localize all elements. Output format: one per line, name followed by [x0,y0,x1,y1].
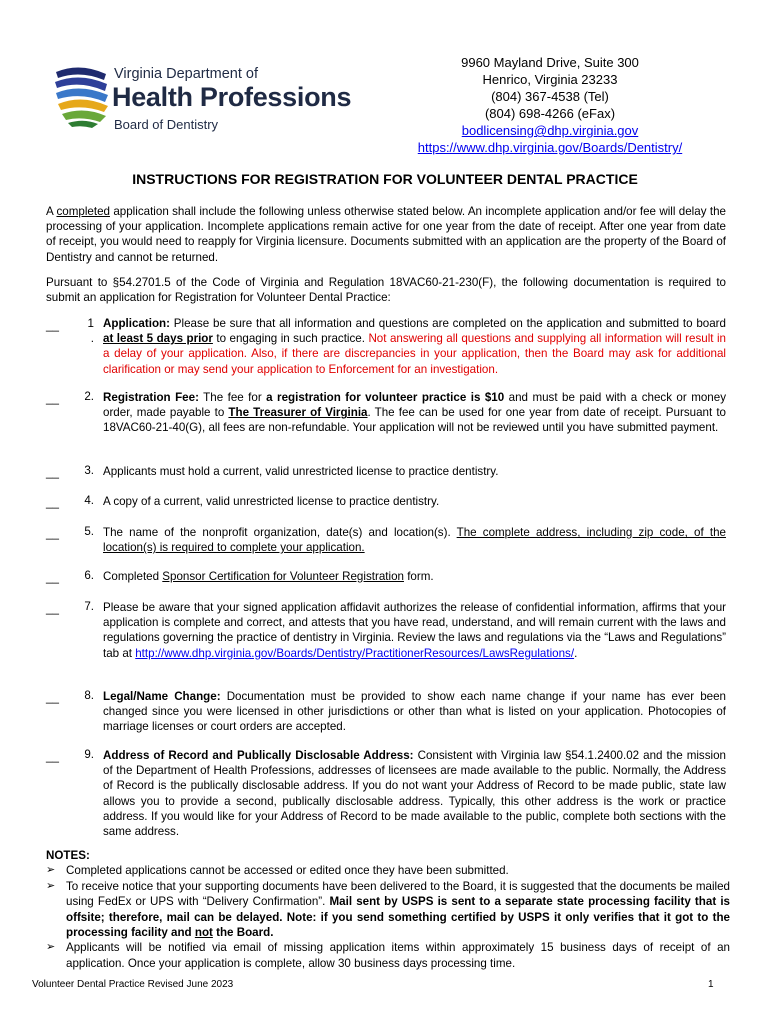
pursuant-paragraph: Pursuant to §54.2701.5 of the Code of Virginia and Regulation 18VAC60-21-230(F), the following documentation is required to submit an application for Registration for Volunteer Dental Practice: [46,276,726,305]
laws-regulations-link[interactable]: http://www.dhp.virginia.gov/Boards/Dentistry/PractitionerResources/LawsRegulations/ [135,646,575,660]
item-6-text: Completed [103,570,163,583]
checkbox-blank-6: __ [46,571,59,584]
arrow-bullet-icon: ➢ [46,879,56,892]
intro-emphasis: completed [56,205,110,218]
item-number-6: 6. [84,569,94,582]
item-9-text: Consistent with Virginia law §54.1.2400.02 and the mission of the Department of Health Professions, addresses of licensees are made available to the public. Normally, the Address of Record is the publically disclosable address. If you do not want your Address of Record to be made public, state law allows you to provide a second, publically disclosable address. Typically, this other address is the work or practice address. If you would like for your Address of Record to be made available to the public, complete both sections with the same address. [103,749,727,839]
item-2-label: Registration Fee: [103,391,199,404]
checkbox-blank-5: __ [46,527,59,540]
checkbox-blank-2: __ [46,392,59,405]
note-2-text: To receive notice that your supporting documents have been delivered to the Board, it is suggested that the documents be mailed using FedEx or UPS with “Delivery Confirmation”. [66,879,730,909]
checkbox-blank-1: __ [46,319,59,332]
item-6-text-2: form. [403,570,434,583]
item-registration-fee [103,390,726,436]
org-name: Health Professions [112,82,352,112]
checkbox-blank-3: __ [46,466,59,479]
intro-paragraph [46,204,726,265]
item-license-requirement: Applicants must hold a current, valid unrestricted license to practice dentistry. [103,465,499,478]
item-8-label: Legal/Name Change: [103,690,221,703]
item-6-form-name: Sponsor Certification for Volunteer Registration [162,570,404,583]
note-item [46,940,730,971]
item-2-text-3: . The fee can be used for one year from date of receipt. Pursuant to 18VAC60-21-40(G), all fees are non-refundable. Your application will not be reviewed until you have submitted payment. [103,406,726,435]
website-link[interactable]: https://www.dhp.virginia.gov/Boards/Dentistry/ [417,140,683,155]
footer-revision: Volunteer Dental Practice Revised June 2023 [32,979,234,990]
item-5-text: The name of the nonprofit organization, date(s) and location(s). [103,526,457,539]
arrow-bullet-icon: ➢ [46,941,56,954]
note-item [46,879,730,941]
item-2-payee: The Treasurer of Virginia [228,406,368,420]
intro-text-rest: application shall include the following unless otherwise stated below. An incomplete application and/or fee will delay the processing of your application. Incomplete applications remain active for one year from the date of receipt. After one year from date of receipt, you would need to reapply for Virginia licensure. Documents submitted with an application are the property of the Board of Dentistry and cannot be returned. [46,205,726,264]
note-text: Applicants will be notified via email of missing application items within approximately 15 business days of receipt of an application. Once your application is complete, allow 30 business days processing time. [66,941,730,970]
item-application [103,316,726,377]
org-board: Board of Dentistry [114,117,219,132]
item-number-2: 2. [84,390,94,403]
note-2-warning-end: the Board. [212,926,274,940]
page-number: 1 [708,979,714,990]
item-8-text: Documentation must be provided to show each name change if your name has ever been changed since you were licensed in other jurisdictions or other than what is listed on your application. Photocopies of marriage licenses or court orders are accepted. [103,690,726,734]
contact-block [380,54,720,156]
phone-tel: (804) 367-4538 (Tel) [491,89,609,104]
item-1-deadline: at least 5 days prior [103,332,213,346]
page-title: INSTRUCTIONS FOR REGISTRATION FOR VOLUNTEER DENTAL PRACTICE [132,171,638,187]
arrow-bullet-icon: ➢ [46,864,56,877]
item-1-text: Please be sure that all information and questions are completed on the application and submitted to board [169,317,726,330]
item-number-4: 4. [84,494,94,507]
item-1-label: Application: [103,317,170,330]
item-2-text: The fee for [198,391,267,404]
item-organization [103,525,726,555]
dhp-swoosh-icon [52,64,110,130]
checkbox-blank-8: __ [46,691,59,704]
item-number-7: 7. [84,600,94,613]
item-9-label: Address of Record and Publically Disclosable Address: [103,749,414,762]
item-name-change [103,689,726,735]
checkbox-blank-9: __ [46,750,59,763]
item-sponsor-certification [103,569,726,584]
notes-section [46,848,730,971]
address-line: 9960 Mayland Drive, Suite 300 [461,55,639,70]
item-number-8: 8. [84,689,94,702]
item-7-text: Please be aware that your signed application affidavit authorizes the release of confidential information, affirms that your application is complete and correct, and attests that you have read, understand, and will remain current with the laws and regulations governing the practice of dentistry in Virginia. Review the laws and regulations via the “Laws and Regulations” tab at [103,601,726,660]
item-address-of-record [103,748,726,839]
notes-heading: NOTES: [46,849,90,862]
checkbox-blank-7: __ [46,602,59,615]
item-number-1 [78,316,94,346]
item-1-text-2: to engaging in such practice. [212,332,369,346]
email-link[interactable]: bodlicensing@dhp.virginia.gov [461,123,639,138]
item-affidavit [103,600,726,661]
address-city: Henrico, Virginia 23233 [482,72,618,87]
item-number-5: 5. [84,525,94,538]
note-2-emphasis: not [194,926,213,940]
item-license-copy: A copy of a current, valid unrestricted license to practice dentistry. [103,495,440,508]
checkbox-blank-4: __ [46,496,59,509]
item-2-fee: a registration for volunteer practice is $10 [266,391,505,404]
item-number-9: 9. [84,748,94,761]
item-1-warning: Not answering all questions and supplying all information will result in a delay of your application. Also, if there are discrepancies in your application, then the Board may ask for additional clarification or may send your application to Enforcement for an investigation. [103,332,726,376]
item-2-text-2: and must be paid with a check or money order, made payable to [103,391,726,420]
org-department: Virginia Department of [114,66,259,82]
intro-text: A [46,205,57,218]
item-1-digit: 1 [87,317,94,330]
note-text: Completed applications cannot be accessed or edited once they have been submitted. [66,864,509,878]
item-1-dot: . [90,332,94,346]
note-item [46,863,730,878]
item-7-text-2: . [574,646,578,660]
note-2-warning: Mail sent by USPS is sent to a separate state processing facility that is offsite; therefore, mail can be delayed. Note: if you send something certified by USPS it only verifies that it got to the processing facility and [66,895,730,940]
item-5-address-requirement: The complete address, including zip code, of the location(s) is required to complete your application. [103,526,726,555]
item-number-3: 3. [84,464,94,477]
note-text [66,879,730,941]
phone-efax: (804) 698-4266 (eFax) [484,106,616,121]
dhp-logo [52,62,362,138]
